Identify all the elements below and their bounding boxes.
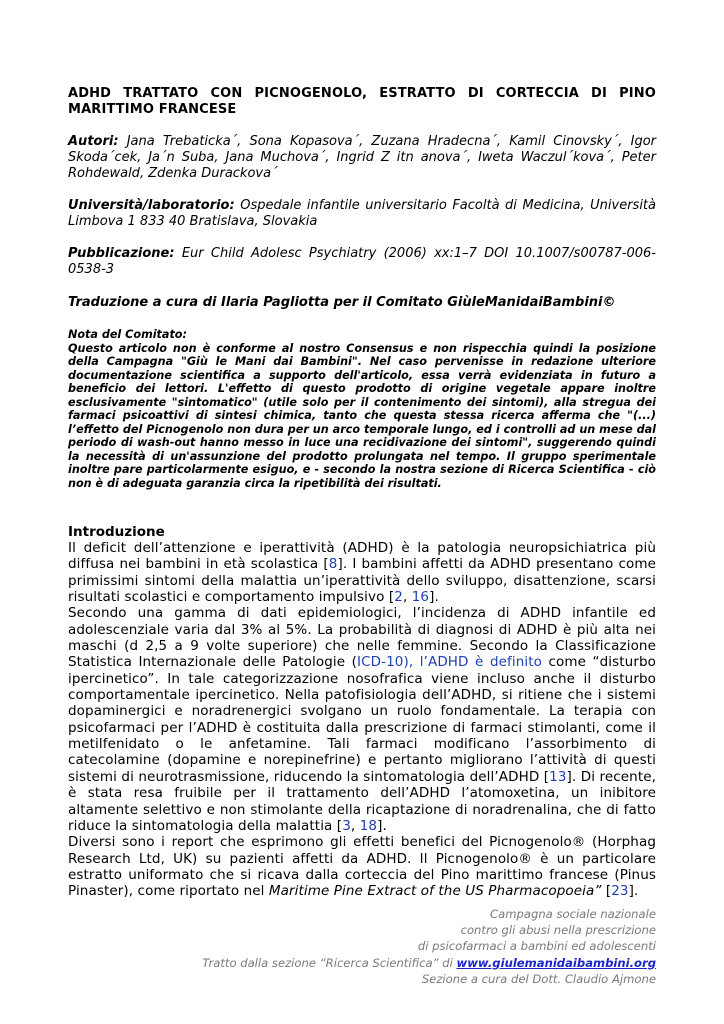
citation-link[interactable]: 16 bbox=[411, 589, 430, 606]
affiliation-block bbox=[68, 198, 656, 230]
footer-source-prefix: Tratto dalla sezione “Ricerca Scientifica” di bbox=[202, 955, 457, 970]
text-run: [ bbox=[601, 883, 612, 900]
text-run: , bbox=[350, 817, 360, 834]
citation-link[interactable]: 3 bbox=[342, 817, 351, 834]
website-link[interactable]: www.giulemanidaibambini.org bbox=[456, 955, 656, 970]
footer-line: Campagna sociale nazionale bbox=[490, 907, 656, 921]
citation-link[interactable]: 13 bbox=[549, 768, 567, 785]
introduction-heading: Introduzione bbox=[68, 524, 165, 540]
icd-link[interactable]: ICD-10), l’ADHD è definito bbox=[357, 654, 542, 671]
authors-label: Autori: bbox=[68, 134, 119, 149]
translation-credit: Traduzione a cura di Ilaria Pagliotta per il Comitato GiùleManidaiBambini© bbox=[68, 295, 616, 310]
authors-value: Jana Trebaticka´, Sona Kopasova´, Zuzana Hradecna´, Kamil Cinovsky´, Igor Skoda´cek, Ja´n Suba, Jana Muchova´, Ingrid Z itn anova´, Iweta Waczul´kova´, Peter Rohdewald, Zdenka Durackova´ bbox=[68, 134, 656, 181]
publication-label: Pubblicazione: bbox=[68, 246, 175, 261]
affiliation-label: Università/laboratorio: bbox=[68, 198, 235, 213]
citation-link[interactable]: 2 bbox=[394, 589, 403, 606]
footer-line: di psicofarmaci a bambini ed adolescenti bbox=[417, 939, 656, 954]
text-run: Il deficit dell’attenzione e iperattività (ADHD) è la patologia neuropsichiatrica più diffusa nei bambini in età scolastica [ bbox=[68, 540, 656, 573]
text-run: ]. I bambini affetti da ADHD presentano come primissimi sintomi della malattia un’iperattività dello sviluppo, disattenzione, scarsi risultati scolastici e comportamento impulsivo [ bbox=[68, 556, 656, 606]
text-run: come “disturbo ipercinetico”. In tale categorizzazione nosofrafica viene incluso anche il disturbo comportamentale ipercinetico. Nella patofisiologia dell’ADHD, si ritiene che i sistemi dopaminergici e noradrenergici svolgano un ruolo fondamentale. La terapia con psicofarmaci per l’ADHD è costituita dalla prescrizione di farmaci stimolanti, come il metilfenidato o le anfetamine. Tali farmaci modificano l’assorbimento di catecolamine (dopamine e norepinefrine) e pertanto migliorano l’attività di questi sistemi di neurotrasmissione, riducendo la sintomatologia dell’ADHD [ bbox=[68, 654, 657, 785]
affiliation-value: Ospedale infantile universitario Facoltà di Medicina, Università Limbova 1 833 40 Bratislava, Slovakia bbox=[68, 198, 656, 229]
text-run: ]. Di recente, è stata resa fruibile per il trattamento dell’ADHD l’atomoxetina, un inibitore altamente selettivo e non stimolante della ricaptazione di noradrenalina, che di fatto riduce la sintomatologia della malattia [ bbox=[68, 768, 657, 834]
text-run: Diversi sono i report che esprimono gli effetti benefici del Picnogenolo® (Horphag Research Ltd, UK) su pazienti affetti da ADHD. Il Picnogenolo® è un particolare estratto uniformato che si ricava dalla corteccia del Pino marittimo francese (Pinus Pinaster), come riportato nel bbox=[68, 834, 656, 900]
footer-line: Sezione a cura del Dott. Claudio Ajmone bbox=[421, 971, 656, 986]
text-run: ]. bbox=[628, 883, 639, 900]
intro-paragraph-1 bbox=[68, 540, 656, 605]
committee-note-heading: Nota del Comitato: bbox=[68, 328, 187, 341]
publication-block bbox=[68, 246, 656, 278]
publication-value: Eur Child Adolesc Psychiatry (2006) xx:1–7 DOI 10.1007/s00787-006-0538-3 bbox=[68, 246, 656, 277]
text-run: Secondo una gamma di dati epidemiologici, l’incidenza di ADHD infantile ed adolescenziale varia dal 3% al 5%. La probabilità di diagnosi di ADHD è più alta nei maschi (d 2,5 a 9 volte superiore) che nelle femmine. Secondo la Classificazione Statistica Internazionale delle Patologie ( bbox=[68, 605, 656, 671]
intro-paragraph-3 bbox=[68, 834, 656, 899]
footer-source-line bbox=[136, 955, 656, 971]
intro-paragraph-2 bbox=[68, 605, 656, 834]
committee-note bbox=[68, 328, 656, 490]
citation-link[interactable]: 18 bbox=[359, 817, 378, 834]
article-title: ADHD TRATTATO CON PICNOGENOLO, ESTRATTO DI CORTECCIA DI PINO MARITTIMO FRANCESE bbox=[68, 86, 656, 117]
footer-line: contro gli abusi nella prescrizione bbox=[460, 923, 656, 938]
introduction-body bbox=[68, 540, 656, 900]
citation-link[interactable]: 8 bbox=[328, 556, 338, 573]
text-run: ]. bbox=[377, 817, 387, 834]
authors-block bbox=[68, 134, 656, 182]
text-run-italic: Maritime Pine Extract of the US Pharmacopoeia” bbox=[268, 883, 602, 900]
committee-note-text: Questo articolo non è conforme al nostro Consensus e non rispecchia quindi la posizione della Campagna "Giù le Mani dai Bambini". Nel caso pervenisse in redazione ulteriore documentazione scientifica a supporto dell'articolo, essa verrà evidenziata in futuro a beneficio dei lettori. L'effetto di questo prodotto di origine vegetale appare inoltre esclusivamente "sintomatico" (utile solo per il contenimento dei sintomi), alla stregua dei farmaci psicoattivi di sintesi chimica, tanto che questa stessa ricerca afferma che "(...) l’effetto del Picnogenolo non dura per un arco temporale lungo, ed i controlli ad un mese dal periodo di wash-out hanno messo in luce una recidivazione dei sintomi", suggerendo quindi la necessità di un'assunzione del prodotto prolungata nel tempo. Il gruppo sperimentale inoltre pare particolarmente esiguo, e - secondo la nostra sezione di Ricerca Scientifica - ciò non è di adeguata garanzia circa la ripetibilità dei risultati. bbox=[68, 341, 656, 490]
text-run: ]. bbox=[429, 589, 439, 606]
page-footer bbox=[136, 906, 656, 987]
citation-link[interactable]: 23 bbox=[611, 883, 629, 900]
document-page bbox=[68, 86, 656, 900]
text-run: , bbox=[402, 589, 412, 606]
